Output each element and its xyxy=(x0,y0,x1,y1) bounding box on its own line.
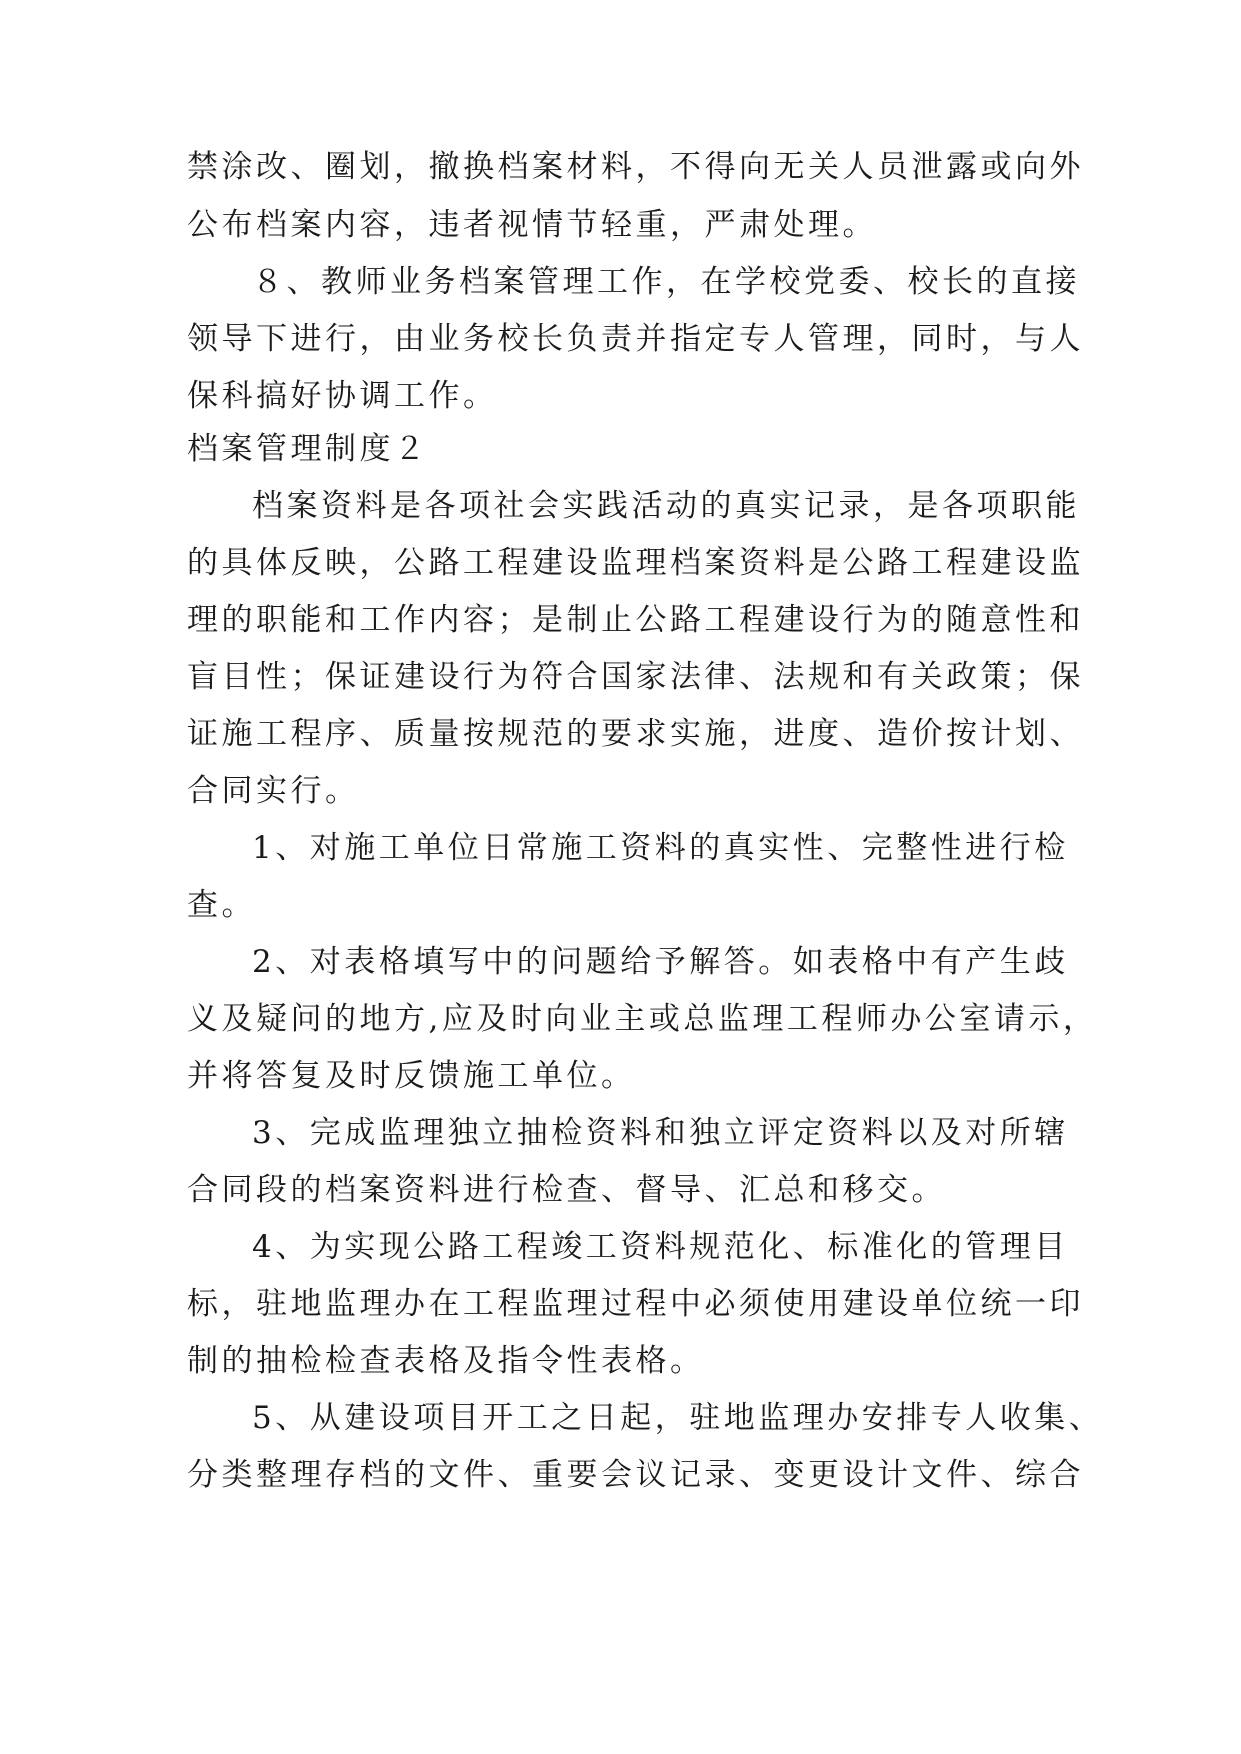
text-line: 合同段的档案资料进行检查、督导、汇总和移交。 xyxy=(187,1172,946,1208)
text-line: 分类整理存档的文件、重要会议记录、变更设计文件、综合 xyxy=(187,1457,1084,1493)
paragraph-start-line: 2、对表格填写中的问题给予解答。如表格中有产生歧 xyxy=(252,944,1069,980)
paragraph-start-line: ８、教师业务档案管理工作，在学校党委、校长的直接 xyxy=(252,264,1080,300)
text-line: 标，驻地监理办在工程监理过程中必须使用建设单位统一印 xyxy=(187,1286,1084,1322)
section-heading: 档案管理制度２ xyxy=(187,431,429,467)
text-line: 的具体反映，公路工程建设监理档案资料是公路工程建设监 xyxy=(187,545,1084,581)
text-line: 理的职能和工作内容；是制止公路工程建设行为的随意性和 xyxy=(187,602,1084,638)
text-line: 盲目性；保证建设行为符合国家法律、法规和有关政策；保 xyxy=(187,659,1084,695)
paragraph-start-line: 3、完成监理独立抽检资料和独立评定资料以及对所辖 xyxy=(252,1115,1069,1151)
text-line: 证施工程序、质量按规范的要求实施，进度、造价按计划、 xyxy=(187,716,1084,752)
text-line: 查。 xyxy=(187,887,256,923)
text-line: 保科搞好协调工作。 xyxy=(187,378,498,414)
text-line: 义及疑问的地方,应及时向业主或总监理工程师办公室请示， xyxy=(187,1001,1098,1037)
paragraph-start-line: 1、对施工单位日常施工资料的真实性、完整性进行检 xyxy=(252,830,1069,866)
paragraph-start-line: 档案资料是各项社会实践活动的真实记录，是各项职能 xyxy=(252,488,1080,524)
text-line: 制的抽检检查表格及指令性表格。 xyxy=(187,1343,705,1379)
paragraph-start-line: 4、为实现公路工程竣工资料规范化、标准化的管理目 xyxy=(252,1229,1069,1265)
text-line: 领导下进行，由业务校长负责并指定专人管理，同时，与人 xyxy=(187,321,1084,357)
paragraph-start-line: 5、从建设项目开工之日起，驻地监理办安排专人收集、 xyxy=(252,1400,1104,1436)
text-line: 并将答复及时反馈施工单位。 xyxy=(187,1058,636,1094)
text-line: 公布档案内容，违者视情节轻重，严肃处理。 xyxy=(187,207,877,243)
text-line: 合同实行。 xyxy=(187,773,360,809)
text-line: 禁涂改、圈划，撤换档案材料，不得向无关人员泄露或向外 xyxy=(187,149,1084,185)
